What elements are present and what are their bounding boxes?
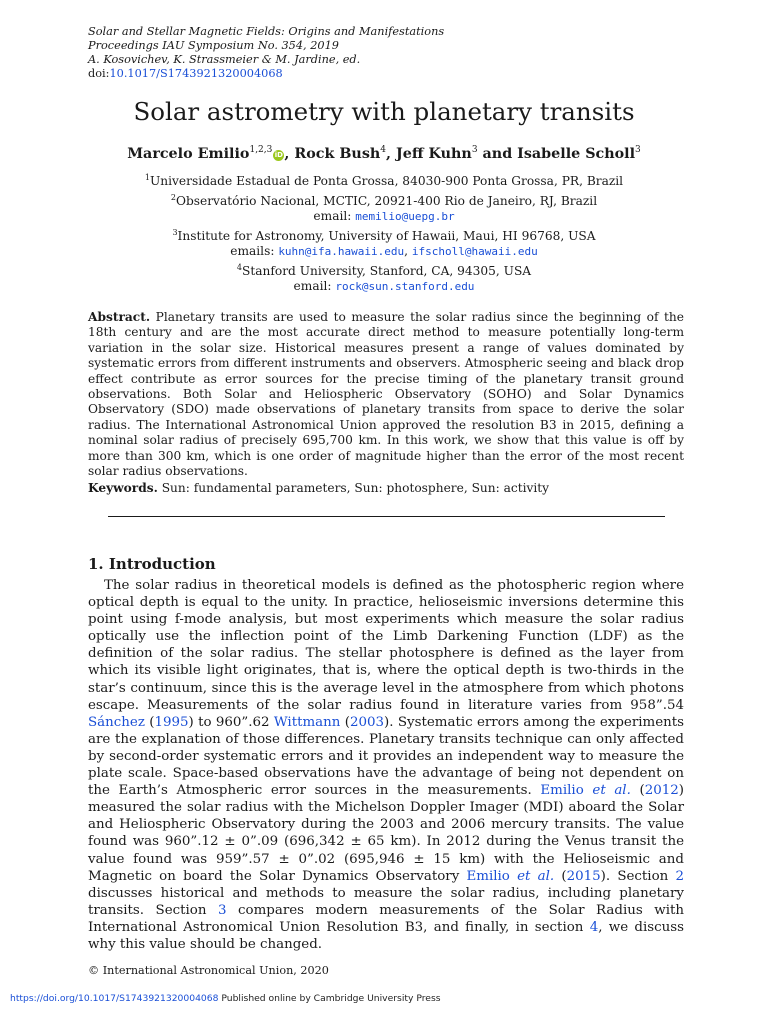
- body-text: (: [340, 714, 350, 730]
- citation-link[interactable]: Sánchez: [88, 714, 145, 730]
- abstract: [88, 310, 684, 479]
- affil-text: Institute for Astronomy, University of Hawaii, Maui, HI 96768, USA: [177, 228, 596, 243]
- abstract-label: Abstract.: [88, 310, 151, 324]
- body-text: compares modern measurements of the Solar Radius with International Astronomical Union Resolution B3, and finally, in section: [88, 902, 684, 935]
- page-footer: [10, 993, 441, 1004]
- affiliation-2: [0, 190, 768, 210]
- body-text: (: [554, 868, 567, 884]
- email-line-1: [0, 209, 768, 225]
- citation-link[interactable]: et al.: [592, 783, 631, 799]
- affil-sup: 4: [236, 262, 242, 272]
- author-name: Marcelo Emilio: [127, 145, 250, 162]
- author-name: , Rock Bush: [284, 145, 381, 162]
- affil-sup: 2: [170, 192, 176, 202]
- proceedings-header: [88, 25, 444, 81]
- body-text: (: [630, 783, 645, 799]
- citation-link[interactable]: 1995: [154, 714, 189, 730]
- email-label: email:: [293, 279, 336, 294]
- body-text: The solar radius in theoretical models is defined as the photospheric region where optical depth is equal to the unity. In practice, helioseismic inversions determine this point using f-mode analysis, but most experiments which measure the solar radius optically use the inflection point of the Limb Darkening Function (LDF) as the definition of the solar radius. The stellar photosphere is defined as the layer from which its visible light originates, that is, where the optical depth is two-thirds in the star’s continuum, since this is the average level in the atmosphere from which photons escape. Measurements of the solar radius found in literature varies from 958”.54: [88, 578, 684, 713]
- header-line-3: A. Kosovichev, K. Strassmeier & M. Jardine, ed.: [88, 53, 361, 66]
- section-ref-link[interactable]: 3: [217, 902, 227, 918]
- author-affil-sup: 3: [635, 145, 641, 155]
- orcid-icon[interactable]: iD: [274, 150, 283, 159]
- email-label: emails:: [230, 244, 279, 259]
- body-text: ) measured the solar radius with the Michelson Doppler Imager (MDI) aboard the Solar and Heliospheric Observatory during the 2003 and 2006 mercury transits. The value found was 960”.12 ± 0”.09 (696,342 ± 65 km). In 2012 during the Venus transit the value found was 959”.57 ± 0”.02 (695,946 ± 15 km) with the Helioseismic and Magnetic on board the Solar Dynamics Observatory: [88, 783, 684, 884]
- affil-text: Universidade Estadual de Ponta Grossa, 84030-900 Ponta Grossa, PR, Brazil: [150, 174, 624, 189]
- author-list: [0, 145, 768, 162]
- header-line-1: Solar and Stellar Magnetic Fields: Origins and Manifestations: [88, 25, 445, 38]
- citation-link[interactable]: 2015: [566, 868, 601, 884]
- citation-link[interactable]: et al.: [517, 868, 555, 884]
- doi-link[interactable]: 10.1017/S1743921320004068: [109, 67, 283, 80]
- body-text: ) to 960”.62: [188, 714, 274, 730]
- section-divider: [108, 516, 665, 517]
- paper-title: Solar astrometry with planetary transits: [133, 97, 635, 126]
- body-text: , we discuss why this value should be changed.: [88, 919, 684, 952]
- citation-link[interactable]: Emilio: [466, 868, 518, 884]
- affiliations: [0, 170, 768, 295]
- keywords-label: Keywords.: [88, 481, 158, 495]
- email-line-3: [0, 244, 768, 260]
- author-affil-sup: 1,2,3: [249, 145, 273, 155]
- email-link[interactable]: kuhn@ifa.hawaii.edu: [278, 245, 405, 259]
- email-separator: ,: [404, 244, 412, 259]
- citation-link[interactable]: Emilio: [540, 783, 593, 799]
- affil-sup: 3: [172, 227, 178, 237]
- header-line-2: Proceedings IAU Symposium No. 354, 2019: [88, 39, 339, 52]
- section-heading: [88, 555, 216, 573]
- introduction-paragraph: [88, 577, 684, 953]
- section-ref-link[interactable]: 4: [589, 919, 599, 935]
- footer-doi-link[interactable]: https://doi.org/10.1017/S1743921320004068: [10, 993, 219, 1004]
- affil-text: Observatório Nacional, MCTIC, 20921-400 Rio de Janeiro, RJ, Brazil: [175, 193, 598, 208]
- email-link[interactable]: rock@sun.stanford.edu: [335, 280, 475, 294]
- copyright-notice: © International Astronomical Union, 2020: [88, 964, 329, 977]
- header-doi: [88, 67, 444, 81]
- doi-prefix: doi:: [88, 67, 110, 80]
- keywords-text: Sun: fundamental parameters, Sun: photosphere, Sun: activity: [157, 481, 550, 495]
- email-line-4: [0, 279, 768, 295]
- section-number: 1.: [88, 555, 104, 573]
- author-name: , Jeff Kuhn: [386, 145, 472, 162]
- email-label: email:: [313, 209, 356, 224]
- abstract-text: Planetary transits are used to measure the solar radius since the beginning of the 18th century and are the most accurate direct method to measure potentially long-term variation in the solar size. Historical measures present a range of values dominated by systematic errors from different instruments and observers. Atmospheric seeing and black drop effect contribute as error sources for the precise timing of the planetary transit ground observations. Both Solar and Heliospheric Observatory (SOHO) and Solar Dynamics Observatory (SDO) made observations of planetary transits from space to derive the solar radius. The International Astronomical Union approved the resolution B3 in 2015, defining a nominal solar radius of precisely 695,700 km. In this work, we show that this value is off by more than 300 km, which is one order of magnitude higher than the error of the most recent solar radius observations.: [88, 310, 684, 479]
- citation-link[interactable]: Wittmann: [273, 714, 341, 730]
- email-link[interactable]: ifscholl@hawaii.edu: [411, 245, 538, 259]
- footer-publisher: Published online by Cambridge University Press: [218, 993, 441, 1004]
- email-link[interactable]: memilio@uepg.br: [355, 210, 455, 224]
- affiliation-3: [0, 225, 768, 245]
- body-text: ). Section: [600, 868, 676, 884]
- body-text: ). Systematic errors among the experiments are the explanation of those differences. Planetary transits technique can only affected by second-order systematic errors and it provides an independent way to measure the plate scale. Space-based observations have the advantage of being not dependent on the Earth’s Atmospheric error sources in the measurements.: [88, 714, 685, 799]
- citation-link[interactable]: 2012: [644, 783, 679, 799]
- keywords: [88, 481, 684, 496]
- affil-text: Stanford University, Stanford, CA, 94305, USA: [241, 263, 532, 278]
- citation-link[interactable]: 2003: [349, 714, 385, 730]
- author-affil-sup: 3: [471, 145, 478, 155]
- section-ref-link[interactable]: 2: [675, 868, 685, 884]
- body-text: (: [144, 714, 155, 730]
- affiliation-1: [0, 170, 768, 190]
- section-title: Introduction: [103, 555, 216, 573]
- author-affil-sup: 4: [380, 145, 386, 155]
- affiliation-4: [0, 260, 768, 280]
- body-text: discusses historical and methods to measure the solar radius, including planetary transits. Section: [88, 885, 684, 918]
- affil-sup: 1: [144, 173, 151, 182]
- author-name: and Isabelle Scholl: [477, 145, 636, 162]
